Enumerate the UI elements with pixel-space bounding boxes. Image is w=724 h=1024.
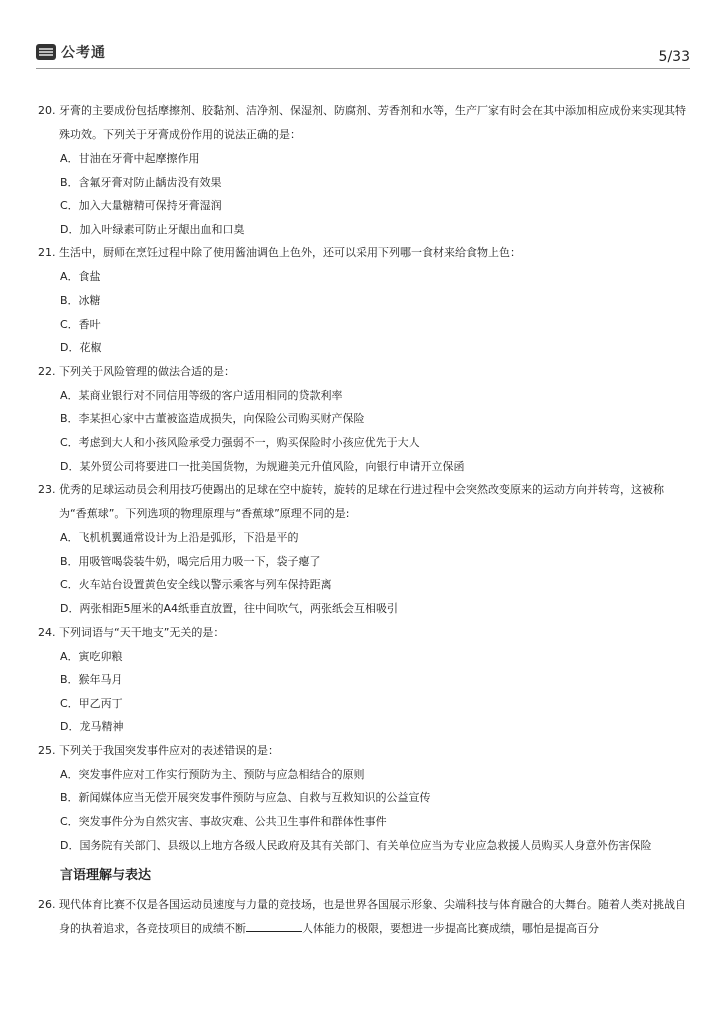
page-number: 5/33 (658, 49, 690, 65)
answer-option: C．香叶 (60, 317, 101, 331)
question-list (38, 99, 690, 941)
question-text-after-blank: 人体能力的极限，要想进一步提高比赛成绩，哪怕是提高百分 (302, 922, 599, 936)
question-stem (38, 893, 690, 941)
section-title: 言语理解与表达 (60, 868, 152, 884)
answer-option: B．含氟牙膏对防止龋齿没有效果 (60, 175, 222, 189)
answer-option: C．甲乙丙丁 (60, 696, 123, 710)
answer-option: D．两张相距5厘米的A4纸垂直放置，往中间吹气，两张纸会互相吸引 (60, 601, 398, 615)
answer-option: A．飞机机翼通常设计为上沿是弧形，下沿是平的 (60, 531, 299, 545)
question-block (38, 739, 690, 857)
answer-option: C．突发事件分为自然灾害、事故灾难、公共卫生事件和群体性事件 (60, 815, 387, 829)
question-text: 下列关于风险管理的做法合适的是： (59, 364, 235, 378)
answer-option: C．火车站台设置黄色安全线以警示乘客与列车保持距离 (60, 578, 332, 592)
answer-option: C．考虑到大人和小孩风险承受力强弱不一，购买保险时小孩应优先于大人 (60, 435, 420, 449)
question-number: 24. (38, 625, 56, 639)
answer-option: D．加入叶绿素可防止牙龈出血和口臭 (60, 222, 245, 236)
question-number: 26. (38, 898, 56, 912)
answer-option: D．某外贸公司将要进口一批美国货物，为规避美元升值风险，向银行申请开立保函 (60, 459, 465, 473)
answer-option: B．新闻媒体应当无偿开展突发事件预防与应急、自救与互救知识的公益宣传 (60, 791, 431, 805)
question-text: 生活中，厨师在烹饪过程中除了使用酱油调色上色外，还可以采用下列哪一食材来给食物上色： (59, 246, 521, 260)
answer-option: C．加入大量糖精可保持牙膏湿润 (60, 199, 222, 213)
question-stem (38, 241, 690, 265)
question-block (38, 99, 690, 241)
question-stem (38, 739, 690, 763)
question-block (38, 360, 690, 478)
question-block (38, 621, 690, 739)
question-text: 下列词语与“天干地支”无关的是： (59, 625, 225, 639)
question-block (38, 893, 690, 941)
question-stem (38, 99, 690, 147)
page-header (36, 42, 690, 69)
answer-option: A．食盐 (60, 270, 101, 284)
answer-option: A．某商业银行对不同信用等级的客户适用相同的贷款利率 (60, 388, 343, 402)
question-stem (38, 478, 690, 526)
question-text: 下列关于我国突发事件应对的表述错误的是： (59, 743, 279, 757)
question-text: 优秀的足球运动员会利用技巧使踢出的足球在空中旋转，旋转的足球在行进过程中会突然改变原来的运动方向并转弯，这被称为“香蕉球”。下列选项的物理原理与“香蕉球”原理不同的是: (59, 483, 664, 521)
answer-option: A．突发事件应对工作实行预防为主、预防与应急相结合的原则 (60, 767, 365, 781)
app-logo-text: 公考通 (61, 45, 106, 61)
question-number: 20. (38, 104, 56, 117)
answer-option: D．龙马精神 (60, 720, 124, 734)
fill-in-blank (246, 920, 302, 932)
answer-option: B．用吸管喝袋装牛奶，喝完后用力吸一下，袋子瘪了 (60, 554, 321, 568)
question-number: 25. (38, 743, 56, 757)
question-block (38, 478, 690, 620)
answer-option: B．冰糖 (60, 293, 101, 307)
answer-option: B．猴年马月 (60, 673, 123, 687)
answer-option: A．寅吃卯粮 (60, 649, 123, 663)
question-number: 21. (38, 246, 56, 260)
answer-option: B．李某担心家中古董被盗造成损失，向保险公司购买财产保险 (60, 412, 365, 426)
question-block (38, 241, 690, 359)
question-number: 22. (38, 364, 56, 378)
question-text: 牙膏的主要成份包括摩擦剂、胶黏剂、洁净剂、保湿剂、防腐剂、芳香剂和水等，生产厂家有时会在其中添加相应成份来实现其特殊功效。下列关于牙膏成份作用的说法正确的是： (59, 104, 686, 141)
question-text-before-blank: 现代体育比赛不仅是各国运动员速度与力量的竞技场，也是世界各国展示形象、尖端科技与体育融合的大舞台。随着人类对挑战自身的执着追求，各竞技项目的成绩不断 (59, 898, 686, 936)
answer-option: D．花椒 (60, 341, 102, 355)
question-stem (38, 360, 690, 384)
answer-option: D．国务院有关部门、县级以上地方各级人民政府及其有关部门、有关单位应当为专业应急救援人员购买人身意外伤害保险 (60, 838, 652, 852)
question-stem (38, 621, 690, 645)
question-text (59, 893, 690, 941)
question-number: 23. (38, 483, 56, 497)
app-logo-icon (36, 44, 56, 60)
answer-option: A．甘油在牙膏中起摩擦作用 (60, 152, 200, 165)
